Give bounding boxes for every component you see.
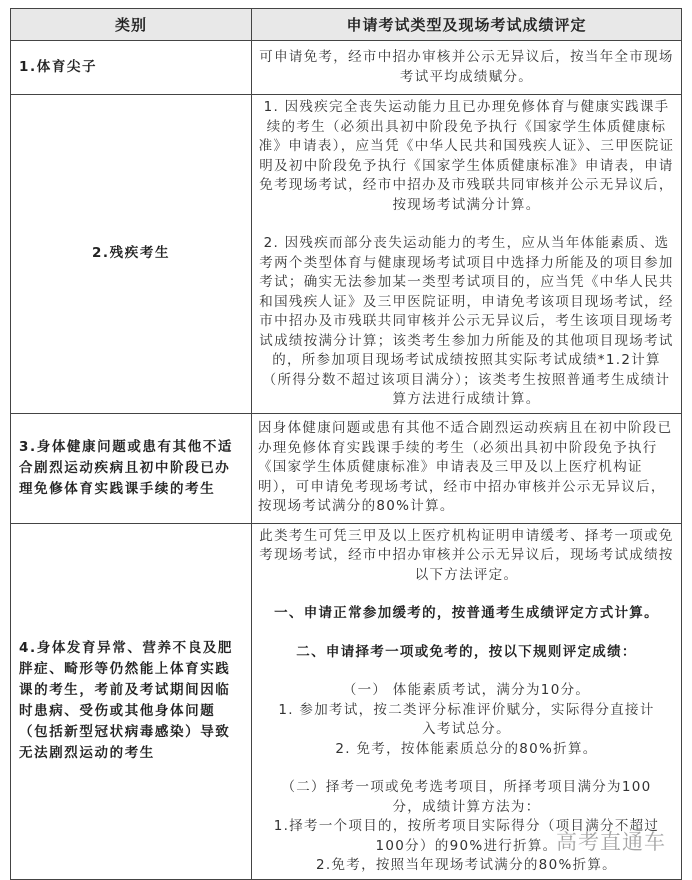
header-rule: 申请考试类型及现场考试成绩评定 [252, 9, 682, 41]
category-text: 2.残疾考生 [91, 245, 171, 262]
rule-text: 可申请免考，经市中招办审核并公示无异议后，按当年全市现场考试平均成绩赋分。 [259, 49, 674, 85]
rule-cell [252, 95, 682, 414]
rule-heading: 二、申请择考一项或免考的，按以下规则评定成绩： [296, 643, 637, 660]
rule-text: （一） 体能素质考试，满分为10分。 [342, 682, 591, 698]
rule-cell [252, 41, 682, 95]
rule-text: 2. 因残疾而部分丧失运动能力的考生，应从当年体能素质、选考两个类型体育与健康现场考试项目中选择力所能及的项目参加考试；确实无法参加某一类型考试项目的，应当凭《中华人民共和国残疾人证》及三甲医院证明，申请免考该项目现场考试，经市中招办及市残联共同审核并公示无异议后，考生该项目现场考试成绩按满分计算；该类考生参加力所能及的其他项目现场考试的，所参加项目现场考试成绩按照其实际考试成绩*1.2计算（所得分数不超过该项目满分）；该类考生按照普通考生成绩计算方法进行成绩计算。 [259, 235, 674, 407]
rule-text: 1. 参加考试，按二类评分标准评价赋分，实际得分直接计入考试总分。 [278, 701, 655, 737]
watermark: 高考直通车 [556, 830, 666, 854]
header-category: 类别 [11, 9, 252, 41]
category-cell: 1.体育尖子 [11, 41, 252, 95]
table-row [11, 413, 682, 523]
rule-text: 2.免考，按照当年现场考试满分的80%折算。 [316, 857, 617, 873]
table-header [11, 9, 682, 41]
category-cell [11, 95, 252, 414]
rule-text: 1.择考一个项目的，按所考项目实际得分（项目满分不超过100分）的90%进行折算。 [273, 818, 660, 854]
table-row [11, 41, 682, 95]
rule-text: （二）择考一项或免考选考项目，所择考项目满分为100分，成绩计算方法为： [281, 779, 652, 815]
score-rules-table [10, 8, 682, 880]
table-row [11, 95, 682, 414]
rule-text: 因身体健康问题或患有其他不适合剧烈运动疾病且在初中阶段已办理免修体育实践课手续的考生（必须出具初中阶段免予执行《国家学生体质健康标准》申请表及三甲及以上医疗机构证明），可申请免考现场考试，经市中招办审核并公示无异议后，按现场考试满分的80%计算。 [258, 420, 673, 515]
rule-text: 1. 因残疾完全丧失运动能力且已办理免修体育与健康实践课手续的考生（必须出具初中阶段免予执行《国家学生体质健康标准》申请表），应当凭《中华人民共和国残疾人证》、三甲医院证明及初中阶段免予执行《国家学生体质健康标准》申请表，申请免考现场考试，经市中招办及市残联共同审核并公示无异议后，按现场考试满分计算。 [258, 99, 675, 213]
rule-cell [252, 413, 682, 523]
category-cell: 3.身体健康问题或患有其他不适合剧烈运动疾病且初中阶段已办理免修体育实践课手续的考生 [11, 413, 252, 523]
rule-text: 2. 免考，按体能素质总分的80%折算。 [335, 740, 598, 757]
category-cell: 4.身体发育异常、营养不良及肥胖症、畸形等仍然能上体育实践课的考生，考前及考试期间因临时患病、受伤或其他身体问题（包括新型冠状病毒感染）导致无法剧烈运动的考生 [11, 523, 252, 879]
rule-text: 此类考生可凭三甲及以上医疗机构证明申请缓考、择考一项或免考现场考试，经市中招办审核并公示无异议后，现场考试成绩按以下方法评定。 [259, 527, 674, 583]
rule-heading: 一、申请正常参加缓考的，按普通考生成绩评定方式计算。 [274, 605, 659, 621]
